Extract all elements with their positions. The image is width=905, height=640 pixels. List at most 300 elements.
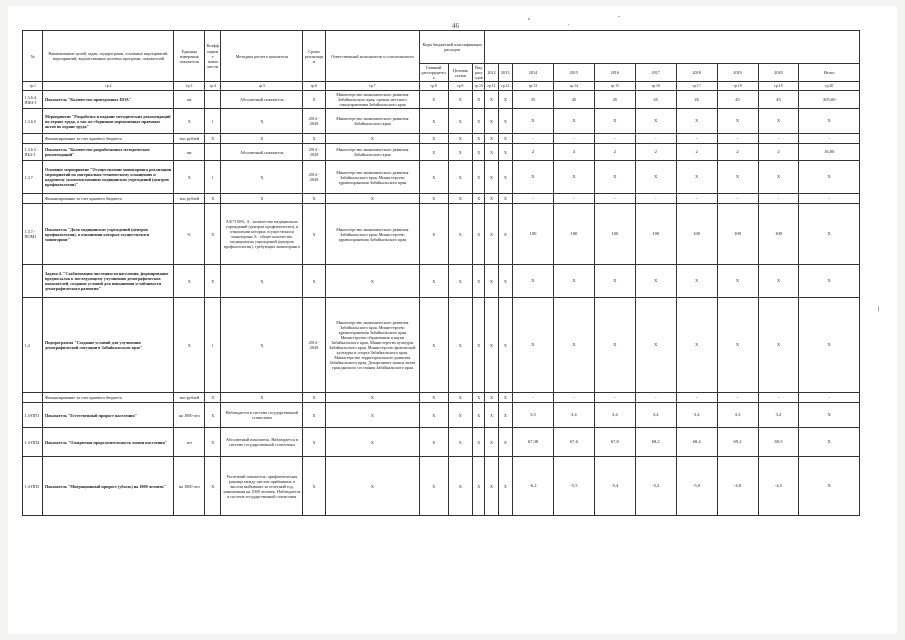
row-term: Х	[303, 265, 326, 298]
row-code: Х	[485, 204, 498, 265]
row-year-value: Х	[512, 161, 553, 194]
row-year-value: -	[594, 134, 635, 144]
row-code: Х	[498, 91, 512, 109]
row-number: 1.4-ПП1	[23, 403, 43, 428]
row-year-value: 3,4	[553, 403, 594, 428]
row-year-value: 45	[676, 91, 717, 109]
row-code: Х	[498, 457, 512, 516]
row-code: Х	[448, 428, 473, 457]
row-method: Расчетный показатель: арифметическая разница между числом прибывших и числом выбывших за отчетный год, умноженная на 1000 человек. Наблюдается в системе государственной статистики	[221, 457, 303, 516]
row-term: 2014 - 2020	[303, 298, 326, 393]
row-year-value: 3,4	[594, 403, 635, 428]
row-year-value: Х	[717, 265, 758, 298]
header-year: 2019	[717, 64, 758, 82]
row-responsible: Х	[325, 265, 419, 298]
row-year-value: Х	[594, 161, 635, 194]
row-year-value: -	[717, 393, 758, 403]
row-term: Х	[303, 134, 326, 144]
column-number: гр.7	[325, 82, 419, 91]
row-name: Показатель "Доля медицинских учреждений (центров профпатологии), в отношении которых осуществлялся мониторинг"	[43, 204, 174, 265]
row-code: Х	[485, 457, 498, 516]
column-number: гр.13	[512, 82, 553, 91]
row-year-value: Х	[799, 265, 860, 298]
row-year-value: Х	[799, 204, 860, 265]
column-number: гр.15	[594, 82, 635, 91]
row-year-value: -	[512, 134, 553, 144]
program-table	[22, 30, 860, 516]
column-number: гр.1	[23, 82, 43, 91]
row-code: Х	[498, 393, 512, 403]
row-responsible: Министерство экономического развития Забайкальского края	[325, 109, 419, 134]
row-code: Х	[448, 109, 473, 134]
column-number: гр.20	[799, 82, 860, 91]
row-name: Задача 4. "Стабилизация численности населения, формирование предпосылок к последующему улучшению демографических показателей, создание условий для повышения устойчивости демографического развития"	[43, 265, 174, 298]
row-method: Х	[221, 298, 303, 393]
row-code: Х	[485, 428, 498, 457]
row-code: Х	[485, 134, 498, 144]
row-year-value: -	[758, 393, 799, 403]
column-number: гр.18	[717, 82, 758, 91]
row-code: Х	[448, 457, 473, 516]
row-code: Х	[498, 161, 512, 194]
row-year-value: -	[512, 393, 553, 403]
scan-noise	[618, 16, 620, 17]
row-unit: на 1000 чел	[174, 403, 205, 428]
row-coef: Х	[205, 194, 221, 204]
row-method: Х	[221, 393, 303, 403]
row-code: Х	[448, 144, 473, 161]
scan-noise	[878, 306, 879, 312]
row-responsible: Х	[325, 194, 419, 204]
row-year-value: -	[553, 393, 594, 403]
row-year-value: 100	[635, 204, 676, 265]
row-method: Х	[221, 134, 303, 144]
row-year-value: Х	[799, 403, 860, 428]
row-number: 1.3.6.4. ПФ4-3	[23, 91, 43, 109]
row-year-value: -	[799, 134, 860, 144]
row-year-value: 100	[676, 204, 717, 265]
row-number	[23, 134, 43, 144]
row-year-value: -6,2	[512, 457, 553, 516]
row-coef: Х	[205, 403, 221, 428]
row-year-value: Х	[594, 109, 635, 134]
column-number: гр.4	[205, 82, 221, 91]
row-code: Х	[473, 161, 485, 194]
row-code: Х	[473, 109, 485, 134]
row-method: А/Б*100%, А - количество медицинских учреждений (центров профпатологии), в отношении которых осуществлялся мониторинг, Б - общее количество медицинских учреждений (центров профпатологии), требующих мониторинга	[221, 204, 303, 265]
row-year-value: -4,5	[758, 457, 799, 516]
document-page	[8, 6, 897, 634]
row-responsible: Х	[325, 428, 419, 457]
row-coef: Х	[205, 393, 221, 403]
row-code: Х	[419, 91, 448, 109]
row-year-value: 100	[512, 204, 553, 265]
row-responsible: Х	[325, 134, 419, 144]
row-coef	[205, 144, 221, 161]
row-code: Х	[448, 298, 473, 393]
row-number: 1.4-ПП2	[23, 428, 43, 457]
row-code: Х	[419, 393, 448, 403]
header-coef: Коэффициент значимости	[205, 31, 221, 82]
row-year-value: Х	[512, 298, 553, 393]
row-name: Финансирование за счет краевого бюджета	[43, 194, 174, 204]
row-year-value: 3,4	[676, 403, 717, 428]
row-term: Х	[303, 91, 326, 109]
row-code: Х	[485, 403, 498, 428]
row-year-value: Х	[758, 109, 799, 134]
row-year-value: 69,5	[758, 428, 799, 457]
row-year-value: Х	[635, 265, 676, 298]
row-code: Х	[473, 144, 485, 161]
row-coef: Х	[205, 265, 221, 298]
row-method: Х	[221, 109, 303, 134]
row-number: 1.4-ПП3	[23, 457, 43, 516]
row-code: Х	[419, 161, 448, 194]
row-unit: лет	[174, 428, 205, 457]
row-code: Х	[448, 265, 473, 298]
row-responsible: Министерство экономического развития Забайкальского края, Министерство здравоохранения Забайкальского края	[325, 161, 419, 194]
column-number: гр.9	[448, 82, 473, 91]
row-code: Х	[498, 144, 512, 161]
row-code: Х	[448, 194, 473, 204]
row-unit: тыс.рублей	[174, 393, 205, 403]
row-method: Абсолютный показатель	[221, 144, 303, 161]
row-year-value: 16,00	[799, 144, 860, 161]
row-year-value: 69,2	[717, 428, 758, 457]
row-code: Х	[448, 204, 473, 265]
row-unit: %	[174, 204, 205, 265]
row-code: Х	[498, 204, 512, 265]
row-name: Показатель "Количество разработанных методических рекомендаций"	[43, 144, 174, 161]
row-number: 1.3.6.5	[23, 109, 43, 134]
row-term: Х	[303, 204, 326, 265]
header-year: 2014	[512, 64, 553, 82]
row-name: Показатель "Миграционный прирост (убыль) на 1000 человек"	[43, 457, 174, 516]
column-number: гр.3	[174, 82, 205, 91]
row-year-value: 3,5	[512, 403, 553, 428]
row-name: Подпрограмма "Создание условий для улучшения демографической ситуации в Забайкальском крае"	[43, 298, 174, 393]
row-year-value: -	[635, 393, 676, 403]
scan-noise	[568, 24, 569, 25]
row-code: Х	[498, 109, 512, 134]
header-year: 2015	[553, 64, 594, 82]
row-year-value: Х	[799, 161, 860, 194]
row-term: 2014 - 2020	[303, 161, 326, 194]
header-year: 2020	[758, 64, 799, 82]
row-coef: 1	[205, 298, 221, 393]
row-year-value: Х	[635, 161, 676, 194]
column-numbers-row	[23, 82, 860, 91]
row-term: Х	[303, 393, 326, 403]
row-year-value: -	[758, 134, 799, 144]
row-method: Х	[221, 194, 303, 204]
row-code: Х	[473, 298, 485, 393]
row-year-value: 45	[635, 91, 676, 109]
row-code: Х	[498, 194, 512, 204]
column-number: гр.17	[676, 82, 717, 91]
row-year-value: Х	[553, 265, 594, 298]
row-year-value: Х	[635, 109, 676, 134]
header-method: Методика расчета показателя	[221, 31, 303, 82]
row-code: Х	[473, 204, 485, 265]
row-number	[23, 265, 43, 298]
row-number: 1.3.7	[23, 161, 43, 194]
row-year-value: Х	[758, 298, 799, 393]
row-year-value: 67,38	[512, 428, 553, 457]
row-code: Х	[419, 144, 448, 161]
row-method: Х	[221, 161, 303, 194]
header-unit: Единица измерения показателя	[174, 31, 205, 82]
row-year-value: -	[635, 134, 676, 144]
row-year-value: -	[717, 194, 758, 204]
row-coef: Х	[205, 134, 221, 144]
row-code: Х	[498, 298, 512, 393]
row-year-value: -	[676, 194, 717, 204]
row-coef: 1	[205, 161, 221, 194]
row-method: Абсолютный показатель	[221, 91, 303, 109]
row-code: Х	[419, 298, 448, 393]
row-year-value: -	[676, 134, 717, 144]
row-responsible: Министерство экономического развития Забайкальского края, органы местного самоуправления Забайкальского края	[325, 91, 419, 109]
row-year-value: Х	[676, 161, 717, 194]
row-responsible: Министерство экономического развития Забайкальского края, Министерство здравоохранения Забайкальского края	[325, 204, 419, 265]
row-year-value: Х	[512, 265, 553, 298]
table-row	[23, 403, 860, 428]
table-row	[23, 428, 860, 457]
row-year-value: Х	[553, 109, 594, 134]
row-code: Х	[473, 428, 485, 457]
row-code: Х	[419, 428, 448, 457]
row-code: Х	[498, 428, 512, 457]
row-year-value: -	[758, 194, 799, 204]
header-years-group	[485, 31, 860, 64]
row-responsible: Х	[325, 393, 419, 403]
row-number: 1.3.7.-ПОМ1	[23, 204, 43, 265]
column-number: гр.14	[553, 82, 594, 91]
row-year-value: -5,0	[676, 457, 717, 516]
row-year-value: 35	[512, 91, 553, 109]
header-budget-codes: Коды бюджетной классификации расходов	[419, 31, 484, 64]
header-term: Сроки реализации	[303, 31, 326, 82]
column-number: гр.2	[43, 82, 174, 91]
row-term: 2014 - 2020	[303, 144, 326, 161]
row-unit: Х	[174, 161, 205, 194]
row-year-value: 68,2	[635, 428, 676, 457]
row-unit: шт	[174, 91, 205, 109]
header-year: 2012	[485, 64, 498, 82]
table-row	[23, 457, 860, 516]
row-year-value: Х	[799, 428, 860, 457]
row-code: Х	[419, 265, 448, 298]
row-responsible: Х	[325, 457, 419, 516]
header-total: Итого	[799, 64, 860, 82]
header-num: №	[23, 31, 43, 82]
row-year-value: Х	[717, 109, 758, 134]
row-code: Х	[419, 403, 448, 428]
row-coef: Х	[205, 457, 221, 516]
row-year-value: 2	[512, 144, 553, 161]
row-year-value: Х	[717, 298, 758, 393]
row-year-value: -	[799, 194, 860, 204]
table-row	[23, 204, 860, 265]
row-code: Х	[473, 134, 485, 144]
row-year-value: -	[553, 194, 594, 204]
row-code: Х	[448, 393, 473, 403]
row-code: Х	[448, 403, 473, 428]
row-code: Х	[473, 403, 485, 428]
row-responsible: Х	[325, 403, 419, 428]
row-code: Х	[485, 194, 498, 204]
row-year-value: 100	[758, 204, 799, 265]
row-coef	[205, 91, 221, 109]
row-name: Финансирование за счет краевого бюджета	[43, 393, 174, 403]
row-year-value: Х	[553, 298, 594, 393]
row-name: Показатель "Ожидаемая продолжительность жизни населения"	[43, 428, 174, 457]
row-year-value: -5,4	[594, 457, 635, 516]
row-year-value: 305,00	[799, 91, 860, 109]
header-name: Наименование целей, задач, подпрограмм, основных мероприятий, мероприятий, ведомственных целевых программ, показателей	[43, 31, 174, 82]
row-responsible: Министерство экономического развития Забайкальского края	[325, 144, 419, 161]
row-year-value: -	[717, 134, 758, 144]
row-year-value: Х	[799, 298, 860, 393]
table-row	[23, 144, 860, 161]
row-code: Х	[419, 204, 448, 265]
row-method: Наблюдается в системе государственной статистики	[221, 403, 303, 428]
row-year-value: Х	[512, 109, 553, 134]
column-number: гр.12	[498, 82, 512, 91]
row-year-value: Х	[635, 298, 676, 393]
row-year-value: 2	[676, 144, 717, 161]
row-code: Х	[419, 194, 448, 204]
row-term: 2014 - 2020	[303, 109, 326, 134]
row-unit: на 1000 чел	[174, 457, 205, 516]
row-term: Х	[303, 194, 326, 204]
row-year-value: 68,4	[676, 428, 717, 457]
row-code: Х	[473, 457, 485, 516]
table-row	[23, 134, 860, 144]
row-year-value: Х	[676, 265, 717, 298]
row-code: Х	[485, 265, 498, 298]
row-code: Х	[498, 134, 512, 144]
row-year-value: Х	[676, 298, 717, 393]
row-code: Х	[473, 265, 485, 298]
table-row	[23, 265, 860, 298]
row-method: Х	[221, 265, 303, 298]
column-number: гр.6	[303, 82, 326, 91]
table-row	[23, 109, 860, 134]
header-resp: Ответственный исполнитель и соисполнители	[325, 31, 419, 82]
row-unit: тыс.рублей	[174, 134, 205, 144]
row-year-value: 67,6	[553, 428, 594, 457]
row-code: Х	[448, 161, 473, 194]
row-name: Основное мероприятие "Осуществление мониторинга реализации мероприятий по материально-техническому оснащению и кадровому укомплектованию медицинских учреждений (центров профпатологии)"	[43, 161, 174, 194]
table-body	[23, 91, 860, 516]
row-year-value: -5,5	[553, 457, 594, 516]
table-row	[23, 194, 860, 204]
row-year-value: 45	[553, 91, 594, 109]
row-name: Финансирование за счет краевого бюджета	[43, 134, 174, 144]
header-year: 2017	[635, 64, 676, 82]
column-number: гр.8	[419, 82, 448, 91]
header-year: 2013	[498, 64, 512, 82]
table-row	[23, 393, 860, 403]
row-coef: 1	[205, 109, 221, 134]
row-code: Х	[485, 298, 498, 393]
row-year-value: Х	[799, 109, 860, 134]
row-number: 1.3.6.5.-ПБ4-1	[23, 144, 43, 161]
header-budget-gr: Главный распорядитель	[419, 64, 448, 82]
row-coef: Х	[205, 204, 221, 265]
row-year-value: Х	[553, 161, 594, 194]
row-code: Х	[485, 161, 498, 194]
page-number: 46	[452, 22, 459, 30]
header-row	[23, 31, 860, 64]
row-year-value: 45	[717, 91, 758, 109]
row-code: Х	[419, 457, 448, 516]
table-row	[23, 298, 860, 393]
row-year-value: -	[799, 393, 860, 403]
row-year-value: 3,3	[717, 403, 758, 428]
header-year: 2016	[594, 64, 635, 82]
table-row	[23, 161, 860, 194]
row-code: Х	[448, 91, 473, 109]
row-year-value: -	[553, 134, 594, 144]
scan-noise	[528, 18, 530, 20]
row-year-value: Х	[758, 265, 799, 298]
row-year-value: -	[594, 393, 635, 403]
row-year-value: 2	[758, 144, 799, 161]
row-year-value: -	[512, 194, 553, 204]
row-year-value: -5,2	[635, 457, 676, 516]
header-budget-cs: Целевая статья	[448, 64, 473, 82]
row-unit: Х	[174, 298, 205, 393]
column-number: гр.10	[473, 82, 485, 91]
column-number: гр.11	[485, 82, 498, 91]
row-unit: тыс.рублей	[174, 194, 205, 204]
row-number: 1.4	[23, 298, 43, 393]
column-number: гр.19	[758, 82, 799, 91]
row-year-value: 2	[717, 144, 758, 161]
row-code: Х	[485, 393, 498, 403]
row-code: Х	[448, 134, 473, 144]
row-year-value: 2	[594, 144, 635, 161]
row-code: Х	[485, 109, 498, 134]
row-responsible: Министерство экономического развития Забайкальского края, Министерство здравоохранения Забайкальского края Министерство образования и науки Забайкальского края, Министерство культуры Забайкальского края, Министерство физической культуры и спорта Забайкальского края, Министерство территориального развития Забайкальского края, Департамент записи актов гражданского состояния Забайкальского края	[325, 298, 419, 393]
row-code: Х	[473, 91, 485, 109]
row-year-value: 100	[553, 204, 594, 265]
row-year-value: Х	[799, 457, 860, 516]
row-code: Х	[419, 109, 448, 134]
row-year-value: 4	[553, 144, 594, 161]
row-year-value: 3,2	[758, 403, 799, 428]
row-year-value: Х	[758, 161, 799, 194]
row-term: Х	[303, 403, 326, 428]
row-year-value: 3,4	[635, 403, 676, 428]
row-unit: шт	[174, 144, 205, 161]
row-code: Х	[419, 134, 448, 144]
row-code: Х	[485, 144, 498, 161]
row-method: Абсолютный показатель. Наблюдается в системе государственной статистики	[221, 428, 303, 457]
row-unit: Х	[174, 265, 205, 298]
column-number: гр.5	[221, 82, 303, 91]
row-year-value: 45	[594, 91, 635, 109]
header-year: 2018	[676, 64, 717, 82]
row-year-value: Х	[676, 109, 717, 134]
row-year-value: 45	[758, 91, 799, 109]
row-code: Х	[498, 265, 512, 298]
row-term: Х	[303, 457, 326, 516]
row-year-value: -	[594, 194, 635, 204]
